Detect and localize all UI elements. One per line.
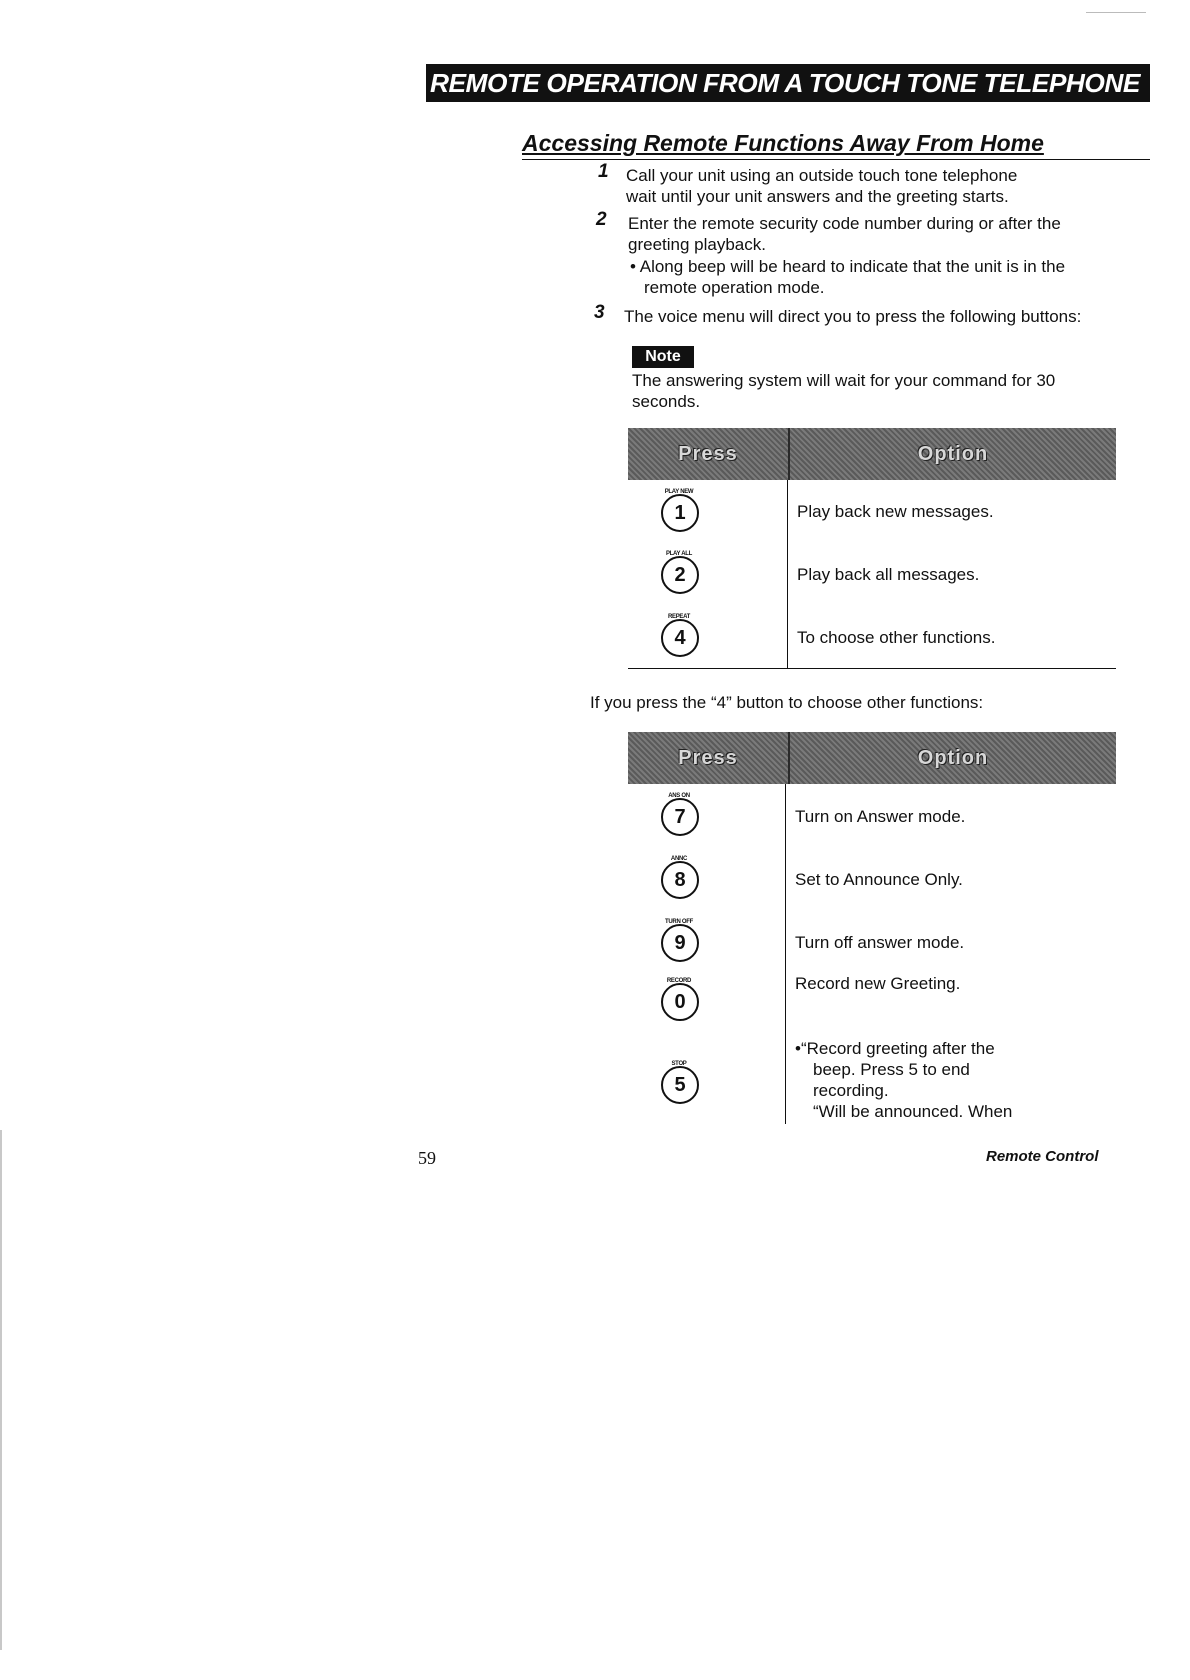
table2-header-press: Press — [678, 747, 738, 769]
table1-option: To choose other functions. — [797, 628, 996, 647]
table2-option: Record new Greeting. — [795, 974, 961, 993]
table2-header-option: Option — [917, 747, 989, 769]
table1-column-divider — [787, 480, 788, 668]
key-7-icon: 7 — [661, 798, 699, 836]
key-caption: ANNC — [670, 856, 688, 862]
note-badge: Note — [632, 346, 694, 368]
key-9-icon: 9 — [661, 924, 699, 962]
step-number: 3 — [594, 302, 605, 323]
step-number: 1 — [598, 161, 609, 182]
table2-header — [628, 732, 1116, 784]
key-caption: RECORD — [666, 978, 692, 984]
step-line: • Along beep will be heard to indicate that the unit is in the — [630, 257, 1066, 276]
option-line: recording. — [813, 1081, 889, 1100]
key-caption: ANS ON — [668, 793, 690, 799]
step-line: Call your unit using an outside touch tone telephone — [626, 166, 1018, 185]
page-banner: REMOTE OPERATION FROM A TOUCH TONE TELEPHONE — [426, 64, 1150, 102]
step-line: greeting playback. — [628, 235, 766, 254]
note-text — [632, 370, 1092, 412]
step-number: 2 — [596, 209, 607, 230]
step-text — [628, 213, 1065, 298]
key-2-icon: 2 — [661, 556, 699, 594]
section-label: Remote Control — [986, 1148, 1099, 1165]
key-caption: PLAY ALL — [665, 551, 693, 557]
table2-option — [795, 1038, 1012, 1122]
note-line: The answering system will wait for your command for 30 — [632, 371, 1056, 390]
key-8-icon: 8 — [661, 861, 699, 899]
scan-artifact — [0, 1130, 2, 1650]
step-line: Enter the remote security code number during or after the — [628, 214, 1061, 233]
key-caption: REPEAT — [667, 614, 691, 620]
key-caption: PLAY NEW — [664, 489, 694, 495]
step-line: remote operation mode. — [644, 278, 825, 297]
table2-option: Set to Announce Only. — [795, 870, 963, 889]
interlude-text: If you press the “4” button to choose other functions: — [590, 693, 984, 712]
step-line: wait until your unit answers and the greeting starts. — [626, 187, 1009, 206]
section-subheading: Accessing Remote Functions Away From Home — [522, 130, 1150, 160]
step-text — [624, 306, 1081, 327]
key-0-icon: 0 — [661, 983, 699, 1021]
option-line: “Will be announced. When — [813, 1102, 1013, 1121]
step-text — [626, 165, 1017, 207]
table1-bottom-rule — [628, 668, 1116, 669]
key-caption: STOP — [671, 1061, 687, 1067]
option-line: beep. Press 5 to end — [813, 1060, 970, 1079]
step-line: The voice menu will direct you to press the following buttons: — [624, 307, 1082, 326]
table1-option: Play back new messages. — [797, 502, 994, 521]
table1-header-option: Option — [917, 443, 989, 465]
note-line: seconds. — [632, 392, 701, 411]
table1-option: Play back all messages. — [797, 565, 980, 584]
key-4-icon: 4 — [661, 619, 699, 657]
option-line: •“Record greeting after the — [795, 1039, 995, 1058]
table2-option: Turn off answer mode. — [795, 933, 965, 952]
scan-artifact — [1086, 12, 1146, 13]
table1-header — [628, 428, 1116, 480]
key-5-icon: 5 — [661, 1066, 699, 1104]
key-caption: TURN OFF — [665, 919, 693, 925]
key-1-icon: 1 — [661, 494, 699, 532]
table2-option: Turn on Answer mode. — [795, 807, 966, 826]
page-number: 59 — [418, 1148, 436, 1168]
table1-header-press: Press — [678, 443, 738, 465]
table2-column-divider — [785, 784, 786, 1124]
